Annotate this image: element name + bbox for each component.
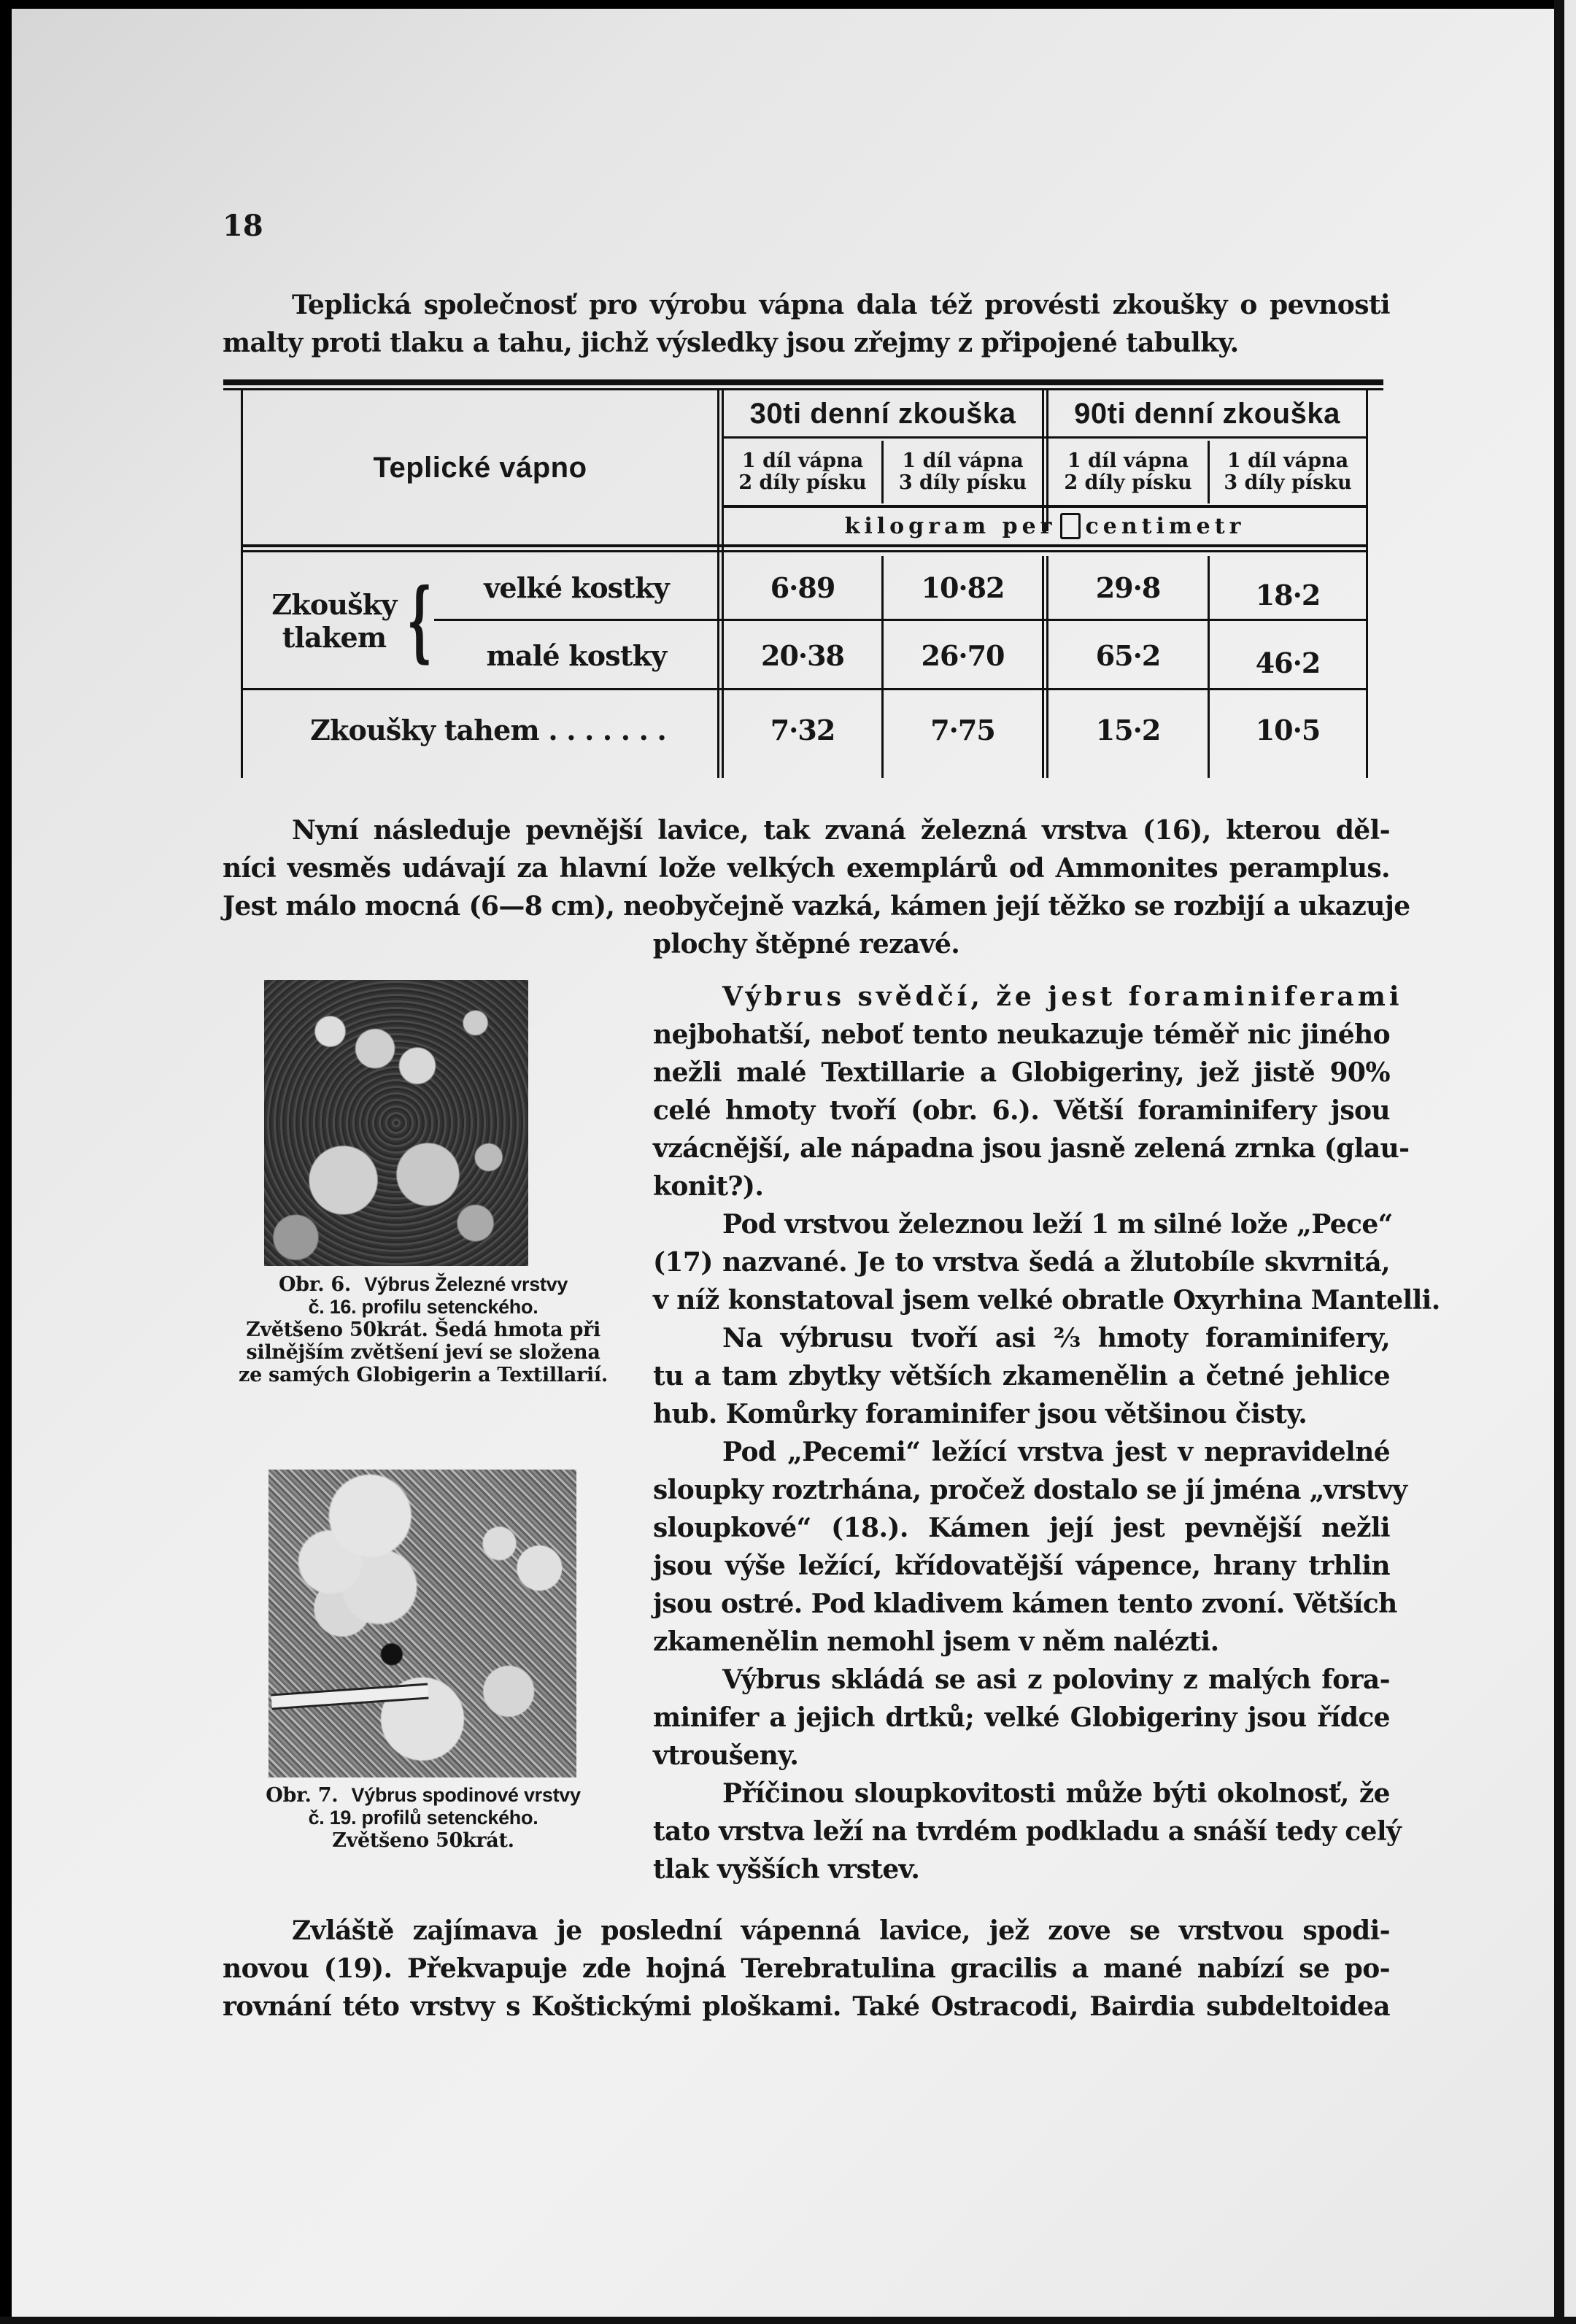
figure-7-caption: Obr. 7. Výbrus spodinové vrstvy č. 19. profilů setenckého. Zvětšeno 50krát. bbox=[266, 1784, 581, 1852]
paragraph-line: Nyní následuje pevnější lavice, tak zvaná železná vrstva (16), kterou děl- bbox=[292, 815, 1390, 846]
paragraph-line: Výbrus svědčí, že jest foraminiferami bbox=[722, 981, 1403, 1012]
paragraph-line: jsou ostré. Pod kladivem kámen tento zvoní. Větších bbox=[653, 1588, 1397, 1619]
paragraph-line: Příčinou sloupkovitosti může býti okolnosť, že bbox=[722, 1778, 1390, 1809]
row-label-tension: Zkoušky tahem . . . . . . . bbox=[310, 714, 666, 746]
right-column-text bbox=[653, 978, 1440, 1888]
table-cell: 18·2 bbox=[1255, 579, 1321, 611]
paragraph-line: plochy štěpné rezavé. bbox=[652, 929, 960, 960]
paragraph-line: tlak vyšších vrstev. bbox=[653, 1854, 920, 1885]
paragraph-line: nejbohatší, neboť tento neukazuje téměř nic jiného bbox=[653, 1019, 1390, 1050]
stub-header: Teplické vápno bbox=[373, 451, 587, 484]
table-right-border bbox=[1366, 388, 1368, 778]
paragraph-line: tato vrstva leží na tvrdém podkladu a snáší tedy celý bbox=[653, 1816, 1402, 1847]
paragraph-line: vzácnější, ale nápadna jsou jasně zelená zrnka (glau- bbox=[653, 1133, 1410, 1164]
paragraph-line: rovnání této vrstvy s Koštickými ploškami. Také Ostracodi, Bairdia subdeltoidea bbox=[223, 1991, 1390, 2022]
subheader-30-1-3: 1 díl vápna 3 díly písku bbox=[898, 449, 1027, 494]
page-number: 18 bbox=[223, 209, 263, 243]
paragraph-line: (17) nazvané. Je to vrstva šedá a žlutobíle skvrnitá, bbox=[653, 1247, 1390, 1278]
row-label-small-cubes: malé kostky bbox=[486, 638, 667, 672]
header-bottom-rule-2 bbox=[241, 550, 1368, 552]
group-header-30-day: 30ti denní zkouška bbox=[749, 397, 1016, 430]
table-cell: 7·32 bbox=[770, 714, 835, 746]
scan-margin-right bbox=[1564, 0, 1576, 2317]
paragraph-iron-layer bbox=[223, 811, 1410, 963]
table-cell: 10·5 bbox=[1255, 714, 1321, 746]
header-bottom-rule bbox=[241, 544, 1368, 547]
paragraph-line: hub. Komůrky foraminifer jsou většinou čisty. bbox=[653, 1399, 1307, 1429]
paragraph-line: Pod „Pecemi“ ležící vrstva jest v nepravidelné bbox=[722, 1437, 1390, 1467]
paragraph-line: sloupkové“ (18.). Kámen její jest pevnější nežli bbox=[653, 1513, 1390, 1543]
stub-divider bbox=[717, 388, 719, 778]
group-header-90-day: 90ti denní zkouška bbox=[1074, 397, 1340, 430]
group-label-rule bbox=[724, 436, 1366, 439]
units-row: kilogram per centimetr bbox=[844, 513, 1245, 539]
paragraph-line: níci vesměs udávají za hlavní lože velkých exemplárů od Ammonites peramplus. bbox=[223, 853, 1390, 884]
paragraph-line: malty proti tlaku a tahu, jichž výsledky jsou zřejmy z připojené tabulky. bbox=[223, 328, 1239, 358]
paragraph-line: Zvláště zajímava je poslední vápenná lavice, jež zove se vrstvou spodi- bbox=[292, 1915, 1390, 1946]
paragraph-line: tu a tam zbytky větších zkamenělin a četné jehlice bbox=[653, 1361, 1390, 1391]
paragraph-line: Pod vrstvou železnou leží 1 m silné lože „Pece“ bbox=[722, 1209, 1393, 1240]
row-label-large-cubes: velké kostky bbox=[484, 571, 669, 604]
square-icon bbox=[1060, 513, 1081, 539]
sponge-spicule-shape bbox=[271, 1683, 428, 1710]
paragraph-line: sloupky roztrhána, pročež dostalo se jí jména „vrstvy bbox=[653, 1475, 1407, 1505]
table-top-rule-thin bbox=[223, 388, 1383, 390]
paragraph-line: jsou výše ležící, křídovatější vápence, hrany trhlin bbox=[653, 1551, 1390, 1581]
row-rule bbox=[241, 688, 1368, 690]
table-cell: 26·70 bbox=[921, 638, 1005, 672]
paragraph-line: konit?). bbox=[653, 1171, 764, 1202]
paragraph-line: nežli malé Textillarie a Globigeriny, jež jistě 90% bbox=[653, 1057, 1390, 1088]
intro-paragraph bbox=[223, 286, 1390, 362]
paragraph-bottom-layer bbox=[223, 1912, 1390, 2026]
table-top-rule bbox=[223, 379, 1383, 385]
scan-border-right bbox=[1554, 0, 1564, 2324]
scan-border-bottom bbox=[0, 2317, 1576, 2324]
paragraph-line: novou (19). Překvapuje zde hojná Terebratulina gracilis a mané nabízí se po- bbox=[223, 1953, 1390, 1984]
table-cell: 10·82 bbox=[921, 571, 1005, 604]
subheader-90-1-2: 1 díl vápna 2 díly písku bbox=[1064, 449, 1192, 494]
table-cell: 15·2 bbox=[1095, 714, 1161, 746]
paragraph-line: zkamenělin nemohl jsem v něm nalézti. bbox=[653, 1626, 1219, 1657]
strength-test-table bbox=[226, 378, 1368, 778]
paragraph-line: v níž konstatoval jsem velké obratle Oxyrhina Mantelli. bbox=[653, 1285, 1440, 1316]
row-group-label-pressure: Zkoušky tlakem bbox=[271, 587, 397, 654]
paragraph-line: Teplická společnosť pro výrobu vápna dala též provésti zkoušky o pevnosti bbox=[292, 290, 1390, 320]
paragraph-line: celé hmoty tvoří (obr. 6.). Větší foraminifery jsou bbox=[653, 1095, 1390, 1126]
table-cell: 6·89 bbox=[770, 571, 835, 604]
group-divider-body bbox=[1042, 556, 1044, 778]
paragraph-line: minifer a jejich drtků; velké Globigeriny jsou řídce bbox=[653, 1702, 1390, 1733]
table-cell: 20·38 bbox=[761, 638, 844, 672]
table-cell: 65·2 bbox=[1095, 638, 1161, 672]
figure-7-micrograph bbox=[269, 1470, 576, 1777]
curly-brace-icon: { bbox=[406, 569, 433, 672]
subheader-90-1-3: 1 díl vápna 3 díly písku bbox=[1224, 449, 1352, 494]
table-cell: 29·8 bbox=[1095, 571, 1161, 604]
table-cell: 7·75 bbox=[930, 714, 995, 746]
paragraph-line: Na výbrusu tvoří asi ⅔ hmoty foraminifery, bbox=[722, 1323, 1390, 1354]
paragraph-line: vtroušeny. bbox=[653, 1740, 799, 1771]
subheader-30-1-2: 1 díl vápna 2 díly písku bbox=[738, 449, 867, 494]
table-cell: 46·2 bbox=[1255, 646, 1321, 679]
figure-6-caption: Obr. 6. Výbrus Železné vrstvy č. 16. profilu setenckého. Zvětšeno 50krát. Šedá hmota při silnějším zvětšení jeví se složena ze samých Globigerin a Textillarií. bbox=[239, 1273, 608, 1386]
paragraph-line: Výbrus skládá se asi z poloviny z malých fora- bbox=[722, 1664, 1390, 1695]
paragraph-line: Jest málo mocná (6—8 cm), neobyčejně vazká, kámen její těžko se rozbijí a ukazuje bbox=[223, 891, 1410, 922]
figure-6-micrograph bbox=[264, 980, 528, 1266]
